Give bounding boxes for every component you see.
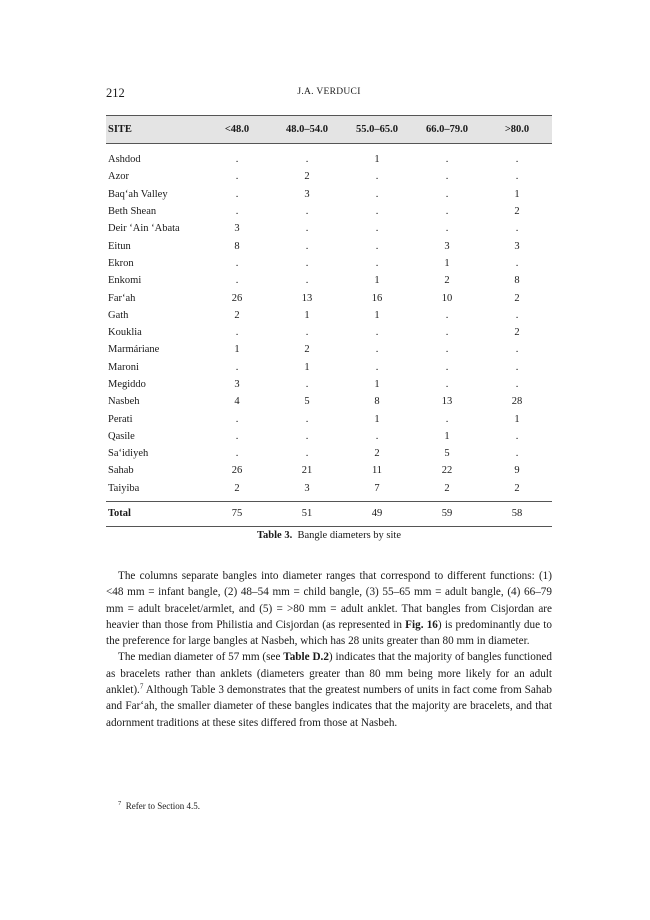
site-name-cell: Ekron (108, 257, 134, 269)
text-run: The median diameter of 57 mm (see (118, 651, 284, 664)
count-cell: . (445, 361, 449, 373)
site-name-cell: Nasbeh (108, 396, 140, 408)
running-title: J.A. VERDUCI (297, 87, 361, 97)
table-row (106, 144, 552, 169)
total-count-cell: 58 (482, 501, 552, 526)
count-cell: 2 (444, 275, 450, 287)
count-cell: . (445, 309, 449, 321)
paragraph (106, 568, 552, 649)
count-cell: . (375, 344, 379, 356)
table-header-row (106, 116, 552, 144)
site-name-cell: Gath (108, 309, 129, 321)
count-cell: 2 (514, 206, 520, 218)
count-cell: . (235, 430, 239, 442)
figure-reference: Fig. 16 (405, 618, 438, 631)
count-cell: 1 (514, 188, 520, 200)
body-text (106, 568, 552, 731)
total-label-cell: Total (106, 501, 202, 526)
site-name-cell: Sahab (108, 465, 134, 477)
count-cell: 9 (514, 465, 520, 477)
count-cell: 1 (444, 430, 450, 442)
table-row (106, 168, 552, 185)
count-cell: 5 (444, 448, 450, 460)
caption-text: Bangle diameters by site (297, 530, 401, 541)
count-cell: . (305, 379, 309, 390)
count-cell: . (445, 188, 449, 200)
site-name-cell: Marmáriane (108, 344, 160, 356)
count-cell: . (375, 223, 379, 235)
count-cell: . (375, 171, 379, 183)
site-name-cell: Beth Shean (108, 206, 157, 218)
count-cell: 26 (231, 292, 243, 304)
site-name-cell: Azor (108, 171, 129, 183)
count-cell: 1 (304, 361, 310, 373)
count-cell: . (305, 154, 309, 166)
count-cell: . (445, 171, 449, 183)
total-count-cell: 59 (412, 501, 482, 526)
table-row (106, 376, 552, 393)
count-cell: . (375, 361, 379, 373)
count-cell: . (235, 275, 239, 287)
table-reference: Table D.2 (283, 651, 329, 664)
table-row (106, 307, 552, 324)
column-header-range: 48.0–54.0 (272, 116, 342, 144)
text-run: ) indicates that the majority of bangles functioned as bracelets rather than anklets (diameters greater than 80 mm being more likely for an adult anklet). (106, 651, 552, 697)
table-row (106, 324, 552, 341)
count-cell: 28 (511, 396, 523, 408)
site-name-cell: Perati (108, 413, 133, 425)
count-cell: . (445, 413, 449, 425)
column-header-range: <48.0 (202, 116, 272, 144)
count-cell: 2 (514, 292, 520, 304)
count-cell: . (305, 327, 309, 339)
count-cell: . (235, 361, 239, 373)
count-cell: . (305, 206, 309, 218)
count-cell: . (375, 257, 379, 269)
site-name-cell: Far‘ah (108, 292, 136, 304)
site-name-cell: Deir ‘Ain ‘Abata (108, 223, 180, 235)
text-run: Although Table 3 demonstrates that the greatest numbers of units in fact come from Sahab and Far‘ah, the smaller diameter of these bangles indicates that the majority are bracelets, and that adornment traditions at these sites differed from those at Nasbeh. (106, 684, 552, 729)
count-cell: 2 (304, 344, 310, 356)
count-cell: . (445, 344, 449, 356)
table-row (106, 186, 552, 203)
count-cell: . (375, 430, 379, 442)
total-count-cell: 51 (272, 501, 342, 526)
count-cell: 10 (441, 292, 453, 304)
count-cell: 13 (441, 396, 453, 408)
count-cell: 1 (304, 309, 310, 321)
column-header-site: SITE (106, 116, 202, 144)
table-row (106, 289, 552, 306)
count-cell: . (305, 223, 309, 235)
count-cell: 3 (514, 240, 520, 252)
count-cell: 16 (371, 292, 383, 304)
bangle-diameter-table (106, 115, 552, 527)
table-row (106, 255, 552, 272)
count-cell: 1 (234, 344, 240, 356)
count-cell: . (305, 430, 309, 442)
table-row (106, 341, 552, 358)
count-cell: 22 (441, 465, 453, 477)
count-cell: . (235, 171, 239, 183)
count-cell: . (235, 448, 239, 460)
site-name-cell: Taiyiba (108, 482, 140, 494)
column-header-range: 66.0–79.0 (412, 116, 482, 144)
count-cell: 3 (304, 482, 310, 494)
count-cell: 2 (444, 482, 450, 494)
count-cell: 1 (374, 154, 380, 166)
table-row (106, 462, 552, 479)
count-cell: 2 (304, 171, 310, 183)
table-row (106, 480, 552, 502)
count-cell: . (375, 188, 379, 200)
count-cell: 1 (374, 379, 380, 390)
site-name-cell: Megiddo (108, 379, 146, 390)
site-name-cell: Qasile (108, 430, 135, 442)
count-cell: 3 (234, 223, 240, 235)
count-cell: 2 (374, 448, 380, 460)
count-cell: . (445, 206, 449, 218)
table-row (106, 393, 552, 410)
count-cell: 8 (514, 275, 520, 287)
table-row (106, 445, 552, 462)
count-cell: . (375, 240, 379, 252)
count-cell: 3 (304, 188, 310, 200)
text-run: The columns separate bangles into diameter ranges that correspond to different functions: (1) <48 mm = infant bangle, (2) 48–54 mm = child bangle, (3) 55–65 mm = adult bangle, (4) 66–79 mm = adult bracelet/armlet, and (5) = >80 mm = adult anklet. That bangles from Cisjordan are heavier than those from Philistia and Cisjordan (as represented in (106, 570, 552, 631)
count-cell: . (305, 413, 309, 425)
count-cell: . (235, 327, 239, 339)
count-cell: . (445, 379, 449, 390)
table-row (106, 203, 552, 220)
count-cell: . (375, 327, 379, 339)
site-name-cell: Ashdod (108, 154, 141, 166)
site-name-cell: Baq‘ah Valley (108, 188, 168, 200)
footnote-marker: 7 (139, 682, 144, 691)
count-cell: . (235, 413, 239, 425)
count-cell: . (515, 309, 519, 321)
count-cell: . (375, 206, 379, 218)
count-cell: 26 (231, 465, 243, 477)
count-cell: . (445, 327, 449, 339)
count-cell: 2 (514, 327, 520, 339)
count-cell: 1 (444, 257, 450, 269)
site-name-cell: Sa‘idiyeh (108, 448, 149, 460)
table-caption (106, 530, 552, 541)
count-cell: 1 (374, 275, 380, 287)
site-name-cell: Maroni (108, 361, 139, 373)
count-cell: 4 (234, 396, 240, 408)
count-cell: 3 (444, 240, 450, 252)
count-cell: . (515, 344, 519, 356)
table-row (106, 272, 552, 289)
count-cell: . (515, 223, 519, 235)
table-row (106, 237, 552, 254)
count-cell: 3 (234, 379, 240, 390)
count-cell: . (305, 240, 309, 252)
paragraph (106, 649, 552, 730)
count-cell: 1 (374, 413, 380, 425)
column-header-range: 55.0–65.0 (342, 116, 412, 144)
count-cell: . (515, 171, 519, 183)
table-total-row (106, 501, 552, 526)
count-cell: 2 (234, 309, 240, 321)
table-row (106, 359, 552, 376)
count-cell: . (305, 275, 309, 287)
count-cell: 2 (234, 482, 240, 494)
count-cell: 1 (514, 413, 520, 425)
count-cell: . (305, 448, 309, 460)
footnote-text: Refer to Section 4.5. (125, 801, 200, 811)
count-cell: 8 (234, 240, 240, 252)
running-head (106, 86, 552, 102)
count-cell: . (515, 257, 519, 269)
table-row (106, 220, 552, 237)
count-cell: . (515, 448, 519, 460)
count-cell: . (515, 154, 519, 166)
count-cell: 5 (304, 396, 310, 408)
total-count-cell: 49 (342, 501, 412, 526)
count-cell: 2 (514, 482, 520, 494)
table-row (106, 410, 552, 427)
count-cell: . (235, 206, 239, 218)
count-cell: 8 (374, 396, 380, 408)
caption-label: Table 3. (257, 530, 293, 541)
count-cell: . (235, 188, 239, 200)
count-cell: . (305, 257, 309, 269)
page-number: 212 (106, 86, 125, 100)
footnote-number: 7 (118, 800, 122, 807)
count-cell: . (515, 430, 519, 442)
site-name-cell: Kouklia (108, 327, 142, 339)
site-name-cell: Eitun (108, 240, 131, 252)
site-name-cell: Enkomi (108, 275, 142, 287)
count-cell: 21 (301, 465, 313, 477)
count-cell: . (445, 154, 449, 166)
text-run: ) is predominantly due to the preference for large bangles at Nasbeh, which has 28 units greater than 80 mm in diameter. (106, 618, 552, 648)
column-header-range: >80.0 (482, 116, 552, 144)
count-cell: . (515, 361, 519, 373)
count-cell: 13 (301, 292, 313, 304)
footnote (118, 800, 558, 811)
count-cell: 7 (374, 482, 380, 494)
count-cell: 11 (371, 465, 383, 477)
total-count-cell: 75 (202, 501, 272, 526)
count-cell: . (235, 257, 239, 269)
table-body (106, 144, 552, 502)
table-row (106, 428, 552, 445)
count-cell: 1 (374, 309, 380, 321)
count-cell: . (235, 154, 239, 166)
count-cell: . (515, 379, 519, 390)
count-cell: . (445, 223, 449, 235)
